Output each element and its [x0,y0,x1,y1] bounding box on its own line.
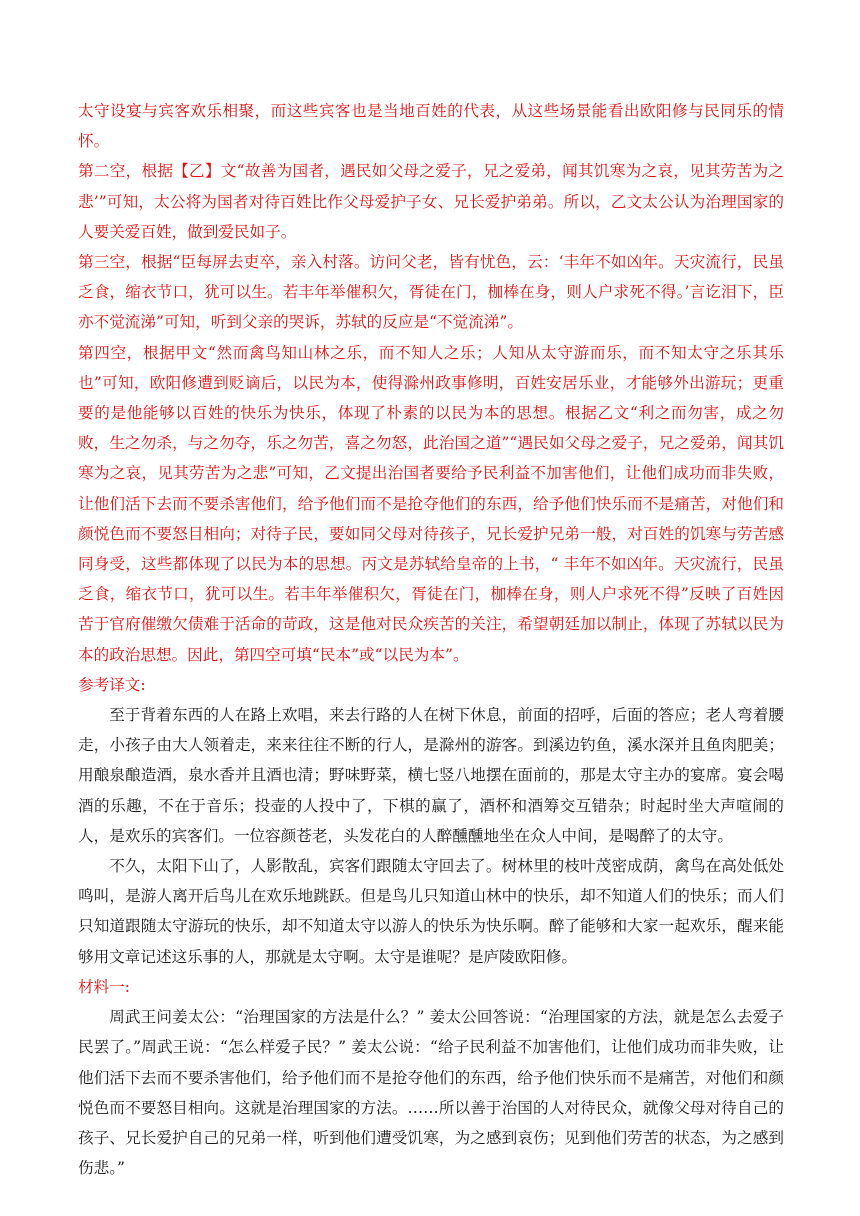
translation-paragraph-1: 至于背着东西的人在路上欢唱，来去行路的人在树下休息，前面的招呼，后面的答应；老人弯着腰走，小孩子由大人领着走，来来往往不断的行人，是滁州的游客。到溪边钓鱼，溪水深并且鱼肉肥美；用酿泉酿造酒，泉水香并且酒也清；野味野菜，横七竖八地摆在面前的，那是太守主办的宴席。宴会喝酒的乐趣，不在于音乐；投壶的人投中了，下棋的赢了，酒杯和酒筹交互错杂；时起时坐大声喧闹的人，是欢乐的宾客们。一位容颜苍老，头发花白的人醉醺醺地坐在众人中间，是喝醉了的太守。 [78,706,784,845]
document-body [78,96,784,1183]
material-paragraph-1: 周武王问姜太公：“治理国家的方法是什么？” 姜太公回答说：“治理国家的方法，就是怎么去爱子民罢了。”周武王说：“怎么样爱子民？” 姜太公说：“给子民利益不加害他们，让他们成功而非失败，让他们活下去而不要杀害他们，给予他们而不是抢夺他们的东西，给予他们快乐而不是痛苦，对他们和颜悦色而不要怒目相向。这就是治理国家的方法。……所以善于治国的人对待民众，就像父母对待自己的孩子、兄长爱护自己的兄弟一样，听到他们遭受饥寒，为之感到哀伤；见到他们劳苦的状态，为之感到伤悲。” [78,1008,784,1178]
material-label: 材料一: [78,977,131,996]
analysis-paragraph-0: 太守设宴与宾客欢乐相聚，而这些宾客也是当地百姓的代表，从这些场景能看出欧阳修与民同乐的情怀。 [78,102,784,151]
analysis-paragraph-blank-3: 第三空，根据“臣每屏去吏卒，亲入村落。访问父老，皆有忧色，云：‘丰年不如凶年。天灾流行，民虽乏食，缩衣节口，犹可以生。若丰年举催积欠，胥徒在门，枷棒在身，则人户求死不得。’言讫泪下，臣亦不觉流涕”可知，听到父亲的哭诉，苏轼的反应是“不觉流涕”。 [78,253,784,332]
translation-paragraph-2: 不久，太阳下山了，人影散乱，宾客们跟随太守回去了。树林里的枝叶茂密成荫，禽鸟在高处低处鸣叫，是游人离开后鸟儿在欢乐地跳跃。但是鸟儿只知道山林中的快乐，却不知道人们的快乐；而人们只知道跟随太守游玩的快乐，却不知道太守以游人的快乐为快乐啊。醉了能够和大家一起欢乐，醒来能够用文章记述这乐事的人，那就是太守啊。太守是谁呢？是庐陵欧阳修。 [78,857,784,966]
analysis-paragraph-blank-4: 第四空，根据甲文“然而禽鸟知山林之乐，而不知人之乐；人知从太守游而乐，而不知太守之乐其乐也”可知，欧阳修遭到贬谪后，以民为本，使得滁州政事修明，百姓安居乐业，才能够外出游玩；更重要的是他能够以百姓的快乐为快乐，体现了朴素的以民为本的思想。根据乙文“利之而勿害，成之勿败，生之勿杀，与之勿夺，乐之勿苦，喜之勿怒，此治国之道”“遇民如父母之爱子，兄之爱弟，闻其饥寒为之哀，见其劳苦为之悲”可知，乙文提出治国者要给予民利益不加害他们，让他们成功而非失败，让他们活下去而不要杀害他们，给予他们而不是抢夺他们的东西，给予他们快乐而不是痛苦，对他们和颜悦色而不要怒目相向；对待子民，要如同父母对待孩子，兄长爱护兄弟一般，对百姓的饥寒与劳苦感同身受，这些都体现了以民为本的思想。丙文是苏轼给皇帝的上书，“ 丰年不如凶年。天灾流行，民虽乏食，缩衣节口，犹可以生。若丰年举催积欠，胥徒在门，枷棒在身，则人户求死不得”反映了百姓因苦于官府催缴欠债难于活命的苛政，这是他对民众疾苦的关注，希望朝廷加以制止，体现了苏轼以民为本的政治思想。因此，第四空可填“民本”或“以民为本”。 [78,343,784,664]
analysis-paragraph-blank-2: 第二空，根据【乙】文“故善为国者，遇民如父母之爱子，兄之爱弟，闻其饥寒为之哀，见其劳苦为之悲’”可知，太公将为国者对待百姓比作父母爱护子女、兄长爱护弟弟。所以，乙文太公认为治理国家的人要关爱百姓，做到爱民如子。 [78,162,784,241]
translation-label: 参考译文: [78,675,146,694]
